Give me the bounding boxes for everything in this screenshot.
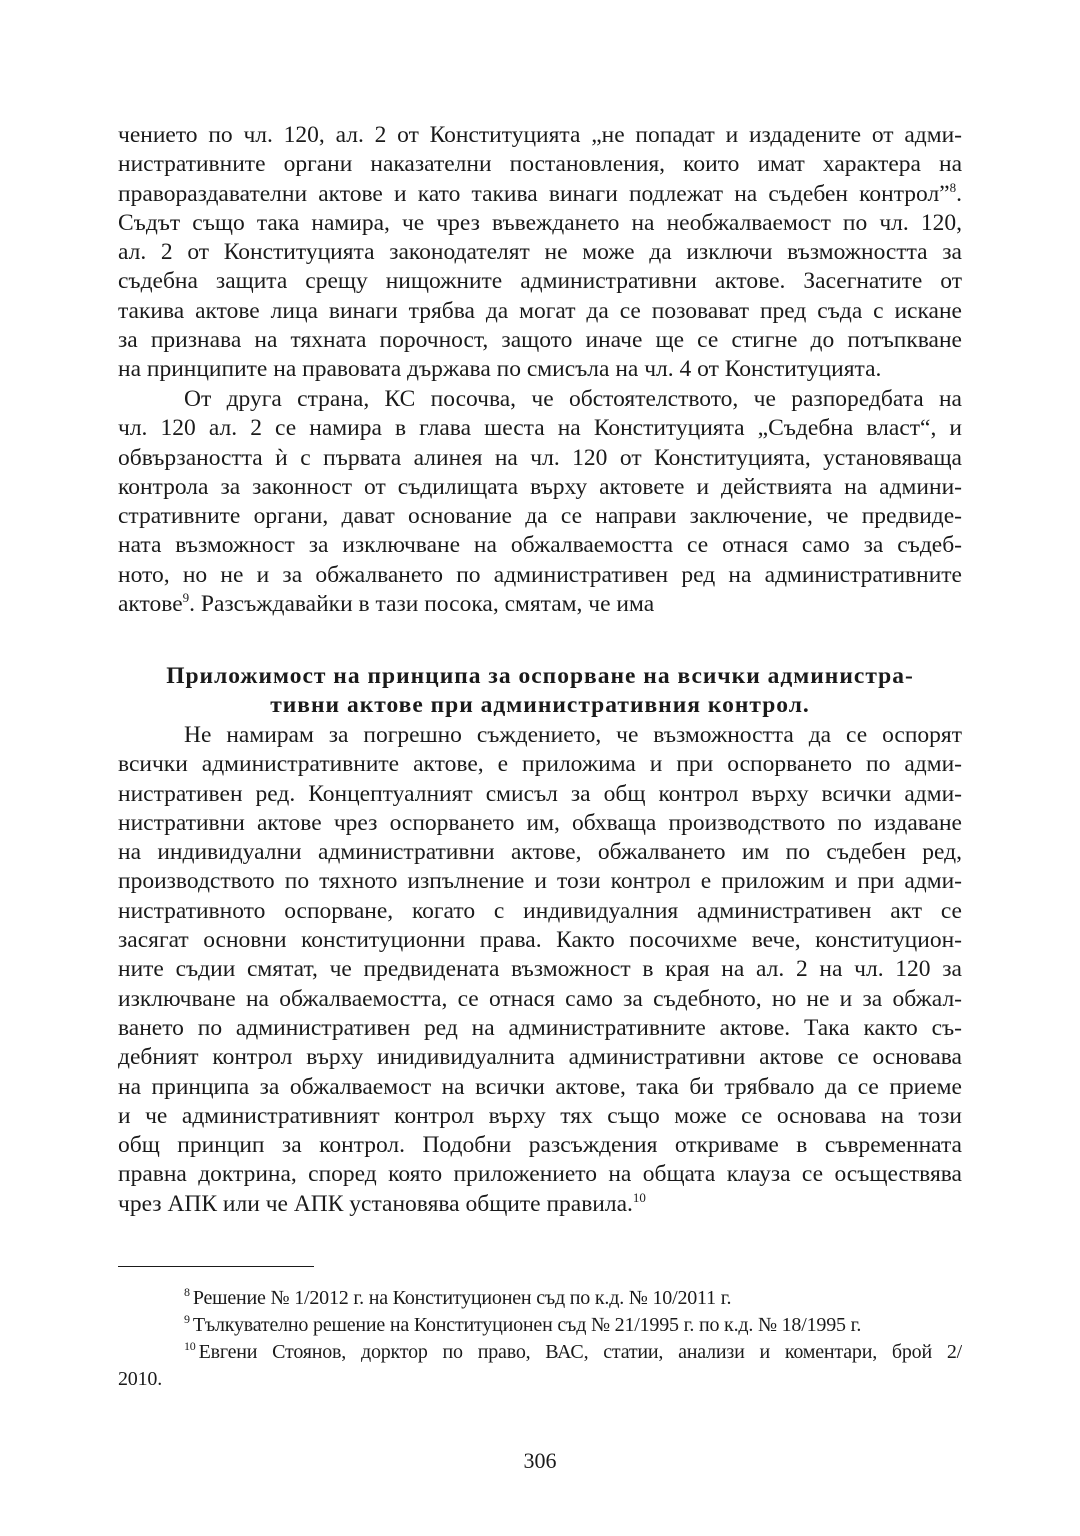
footnote-continuation: 2010. [118,1368,163,1390]
footnote-separator [118,1266,314,1267]
text-line: Не намирам за погрешно съждението, че възможността да се оспорят [184,722,962,748]
text-line: нистративните органи наказателни постановления, които имат характера на [118,151,962,178]
paragraph-1 [118,121,962,385]
text-line: ал. 2 от Конституцията законодателят не може да изключи възможността за [118,239,962,266]
text-line: актове$^9$. Разсъждавайки в тази посока, смятам, че има [118,590,655,618]
text-line: ната възможност за изключване на обжалваемостта се отнася само за съдеб- [118,532,962,559]
text-line: правна доктрина, според която приложението на общата клауза се осъществява [118,1161,962,1188]
text-line: ното, но не и за обжалването по административен ред на административните [118,561,962,588]
text-line: ването по административен ред на административните актове. Така както съ- [118,1014,962,1041]
text-line: на принципите на правовата държава по смисъла на чл. 4 от Конституцията. [118,356,882,383]
text-line: на индивидуални административни актове, обжалването им по съдебен ред, [118,839,962,866]
text-line: такива актове лица винаги трябва да могат да се позовават пред съда с искане [118,297,962,324]
footnote: $^9$ Тълкувателно решение на Конституционен съд № 21/1995 г. по к.д. № 18/1995 г. [184,1312,862,1336]
heading-line: тивни актове при административния контрол. [270,692,810,719]
text-line: за признава на тяхната порочност, защото иначе ще се стигне до потъпкване [118,327,962,354]
page-number: 306 [523,1448,557,1473]
text-line: От друга страна, КС посочва, че обстоятелството, че разпоредбата на [184,386,962,412]
section-heading [118,662,962,721]
text-line: и че административният контрол върху тях също може се основава на този [118,1102,962,1129]
text-line: обвързаността ѝ с първата алинея на чл. 120 от Конституцията, установяваща [118,444,962,471]
footnote: $^{10}$ Евгени Стоянов, дорктор по право, ВАС, статии, анализи и коментари, брой 2/ [184,1339,962,1363]
text-line: изключване на обжалваемостта, се отнася само за съдебното, но не и за обжал- [118,985,962,1012]
heading-line: Приложимост на принципа за оспорване на всички администра- [166,663,914,689]
text-line: контрола за законност от съдилищата върху актовете и действията на админи- [118,473,962,500]
text-line: производството по тяхното изпълнение и този контрол е приложим и при адми- [118,868,962,895]
footnote-ref: 9 [182,590,190,606]
paragraph-3 [118,721,962,1219]
text-line: правораздавателни актове и като такива винаги подлежат на съдебен контрол”$^8$. [118,179,962,207]
text-line: нистративното оспорване, когато с индивидуалния административен акт се [118,897,962,924]
text-line: нистративен ред. Концептуалният смисъл за общ контрол върху всички адми- [118,780,962,807]
text-line: стративните органи, дават основание да се направи заключение, че предвиде- [118,503,962,530]
text-line: чл. 120 ал. 2 се намира в глава шеста на Конституцията „Съдебна власт“, и [118,415,962,442]
footnote-ref: 8 [949,179,957,195]
text-line: чрез АПК или че АПК установява общите правила.$^{10}$ [118,1189,646,1217]
text-line: нистративни актове чрез оспорването им, обхваща производството по издаване [118,809,962,836]
text-line: на принципа за обжалваемост на всички актове, така би трябвало да се приеме [118,1073,962,1100]
text-line: съдебна защита срещу нищожните административни актове. Засегнатите от [118,268,962,295]
text-line: Съдът също така намира, че чрез въвеждането на необжалваемост по чл. 120, [118,209,962,236]
text-line: ните съдии смятат, че предвидената възможност в края на ал. 2 на чл. 120 за [118,956,962,983]
text-line: всички административните актове, е приложима и при оспорването по адми- [118,751,962,778]
text-line: засягат основни конституционни права. Както посочихме вече, конституцион- [118,927,962,954]
footnote: $^8$ Решение № 1/2012 г. на Конституционен съд по к.д. № 10/2011 г. [184,1285,732,1309]
text-line: дебният контрол върху инидивидуалнита административни актове се основава [118,1044,962,1071]
text-line: чението по чл. 120, ал. 2 от Конституцията „не попадат и издадените от адми- [118,122,962,148]
footnotes [118,1285,962,1393]
text-line: общ принцип за контрол. Подобни разсъждения откриваме в съвременната [118,1132,962,1159]
paragraph-2 [118,385,962,619]
footnote-ref: 10 [632,1189,646,1205]
